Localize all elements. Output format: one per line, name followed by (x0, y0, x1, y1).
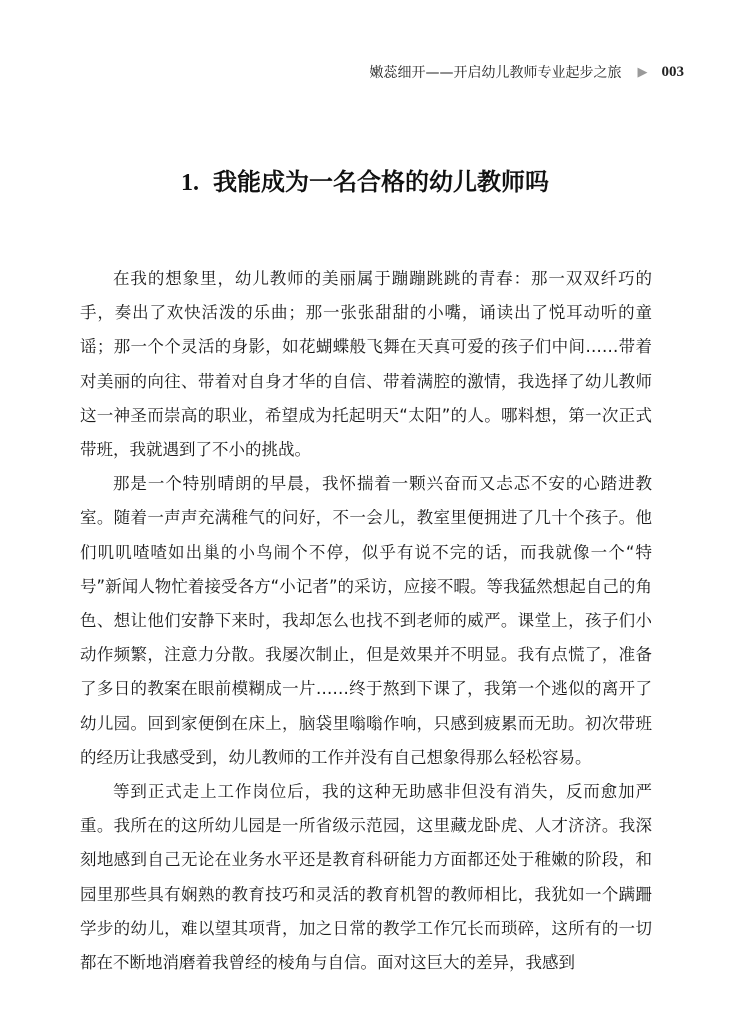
triangle-right-icon: ▶ (637, 64, 648, 80)
paragraph: 那是一个特别晴朗的早晨，我怀揣着一颗兴奋而又忐忑不安的心踏进教室。随着一声声充满稚气的问好，不一会儿，教室里便拥进了几十个孩子。他们叽叽喳喳如出巢的小鸟闹个不停，似乎有说不完的话，而我就像一个“特号”新闻人物忙着接受各方“小记者”的采访，应接不暇。等我猛然想起自己的角色、想让他们安静下来时，我却怎么也找不到老师的威严。课堂上，孩子们小动作频繁，注意力分散。我屡次制止，但是效果并不明显。我有点慌了，准备了多日的教案在眼前模糊成一片……终于熬到下课了，我第一个逃似的离开了幼儿园。回到家便倒在床上，脑袋里嗡嗡作响，只感到疲累而无助。初次带班的经历让我感受到，幼儿教师的工作并没有自己想象得那么轻松容易。 (80, 474, 652, 767)
chapter-title-text: 我能成为一名合格的幼儿教师吗 (213, 167, 549, 196)
chapter-number: 1. (181, 170, 199, 196)
paragraph: 在我的想象里，幼儿教师的美丽属于蹦蹦跳跳的青春：那一双双纤巧的手，奏出了欢快活泼的乐曲；那一张张甜甜的小嘴，诵读出了悦耳动听的童谣；那一个个灵活的身影，如花蝴蝶般飞舞在天真可爱的孩子们中间……带着对美丽的向往、带着对自身才华的自信、带着满腔的激情，我选择了幼儿教师这一神圣而崇高的职业，希望成为托起明天“太阳”的人。哪料想，第一次正式带班，我就遇到了不小的挑战。 (80, 269, 652, 460)
running-header (370, 62, 685, 82)
paragraph: 等到正式走上工作岗位后，我的这种无助感非但没有消失，反而愈加严重。我所在的这所幼儿园是一所省级示范园，这里藏龙卧虎、人才济济。我深刻地感到自己无论在业务水平还是教育科研能力方面都还处于稚嫩的阶段，和园里那些具有娴熟的教育技巧和灵活的教育机智的教师相比，我犹如一个蹒跚学步的幼儿，难以望其项背，加之日常的教学工作冗长而琐碎，这所有的一切都在不断地消磨着我曾经的棱角与自信。面对这巨大的差异，我感到 (80, 782, 652, 973)
body-text (80, 262, 652, 980)
page-number: 003 (661, 63, 684, 80)
running-title: 嫩蕊细开——开启幼儿教师专业起步之旅 (369, 65, 622, 81)
chapter-title (0, 162, 730, 197)
